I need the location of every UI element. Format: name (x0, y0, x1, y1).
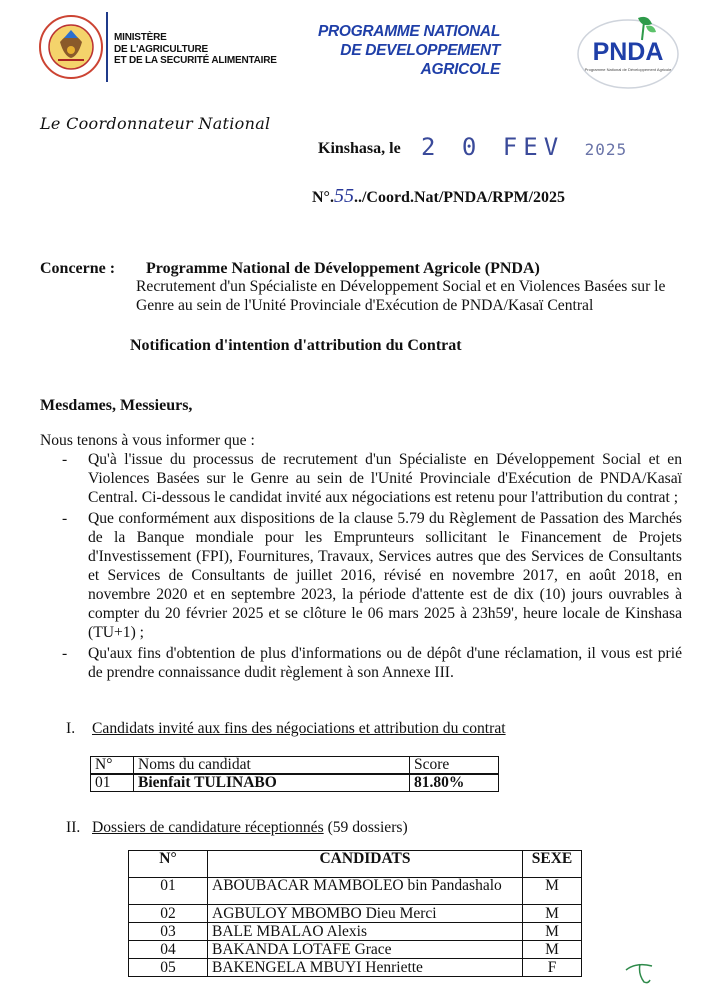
table-cell: M (523, 941, 582, 959)
program-line: PROGRAMME NATIONAL (317, 23, 500, 40)
header-divider (106, 12, 108, 82)
program-line: DE DEVELOPPEMENT (340, 42, 500, 59)
ministry-line: MINISTÈRE (114, 32, 167, 43)
table-cell: BAKENGELA MBUYI Henriette (208, 959, 523, 977)
section-numeral: I. (66, 720, 76, 737)
table-cell: 03 (129, 923, 208, 941)
table-cell: 05 (129, 959, 208, 977)
concerne-title: Programme National de Développement Agricole (PNDA) (146, 260, 540, 277)
table-header: Noms du candidat (134, 757, 410, 775)
concerne-body: Recrutement d'un Spécialiste en Développement Social et en Violences Basées sur le Genre au sein de l'Unité Provinciale d'Exécution de PNDA/Kasaï Central (136, 278, 666, 314)
table-row (129, 905, 582, 923)
date-stamp-year: 2025 (584, 140, 628, 159)
table-cell: M (523, 878, 582, 905)
notification-heading: Notification d'intention d'attribution du Contrat (130, 337, 462, 354)
section-count: (59 dossiers) (327, 819, 408, 836)
table-cell: Bienfait TULINABO (134, 774, 410, 792)
table-header: Score (410, 757, 499, 775)
ref-prefix: N°. (312, 189, 334, 206)
concerne-label: Concerne : (40, 260, 116, 277)
bullet-text: Qu'à l'issue du processus de recrutement d'un Spécialiste en Développement Social et en Violences Basées sur le Genre au sein de l'Unité Provinciale d'Exécution de PNDA/Kasaï Central. Ci-dessous le candidat invité aux négociations est retenu pour l'attribution du contrat ; (88, 451, 682, 506)
section-title: Dossiers de candidature réceptionnés (92, 819, 324, 836)
table-header: N° (129, 851, 208, 878)
table-cell: 02 (129, 905, 208, 923)
table-cell: ABOUBACAR MAMBOLEO bin Pandashalo (208, 878, 523, 905)
table-cell: 81.80% (410, 774, 499, 792)
bullet-text: Que conformément aux dispositions de la clause 5.79 du Règlement de Passation des Marchés de la Banque mondiale pour les Emprunteurs sollicitant le Financement de Projets d'Investissement (FPI), Fournitures, Travaux, Services autres que des Services de Consultants et Services de Consultants de juillet 2016, révisé en novembre 2017, en août 2018, en novembre 2020 et en septembre 2023, la période d'attente est de dix (10) jours ouvrables à compter du 20 février 2025 et se clôture le 06 mars 2025 à 23h59', heure locale de Kinshasa (TU+1) ; (88, 510, 682, 641)
bullet-text: Qu'aux fins d'obtention de plus d'informations ou de dépôt d'une réclamation, il vous est prié de prendre connaissance dudit règlement à son Annexe III. (88, 645, 682, 681)
table-header-row (129, 851, 582, 878)
table-header: SEXE (523, 851, 582, 878)
ref-suffix: ../Coord.Nat/PNDA/RPM/2025 (353, 189, 566, 206)
section-2-heading (66, 819, 408, 837)
section-title: Candidats invité aux fins des négociations et attribution du contrat (92, 720, 506, 737)
table-cell: AGBULOY MBOMBO Dieu Merci (208, 905, 523, 923)
handwritten-initial-mark (622, 958, 662, 986)
program-name (300, 22, 500, 79)
table-row (91, 774, 499, 792)
reference-number (312, 185, 565, 208)
logo-subtext: Programme National de Développement Agricole (584, 67, 672, 72)
pnda-logo (572, 10, 684, 90)
ministry-line: DE L'AGRICULTURE (114, 43, 208, 55)
bullet-dash: - (62, 645, 68, 662)
table-row (129, 941, 582, 959)
bullet-item (62, 644, 682, 682)
program-line: AGRICOLE (420, 61, 500, 78)
table-row (129, 923, 582, 941)
bullet-item (62, 509, 682, 642)
table-cell: F (523, 959, 582, 977)
table-header: N° (91, 757, 134, 775)
applications-table (128, 850, 582, 977)
date-stamp (421, 133, 627, 161)
table-header-row (91, 757, 499, 775)
coat-of-arms-seal (38, 14, 104, 80)
table-cell: 04 (129, 941, 208, 959)
section-numeral: II. (66, 819, 81, 836)
selected-candidate-table (90, 756, 499, 792)
table-cell: BALE MBALAO Alexis (208, 923, 523, 941)
intro-text: Nous tenons à vous informer que : (40, 432, 255, 449)
ministry-line: ET DE LA SECURITÉ ALIMENTAIRE (114, 55, 277, 66)
ministry-name (114, 32, 277, 67)
section-1-heading (66, 720, 506, 738)
bullet-dash: - (62, 451, 68, 468)
table-header: CANDIDATS (208, 851, 523, 878)
bullet-item (62, 450, 682, 507)
salutation: Mesdames, Messieurs, (40, 397, 193, 414)
table-cell: 01 (129, 878, 208, 905)
table-cell: M (523, 905, 582, 923)
table-row (129, 959, 582, 977)
coordinator-title: Le Coordonnateur National (40, 114, 271, 133)
table-cell: 01 (91, 774, 134, 792)
table-cell: BAKANDA LOTAFE Grace (208, 941, 523, 959)
bullet-dash: - (62, 510, 68, 527)
logo-wordmark: PNDA (592, 38, 664, 66)
bullet-list (62, 450, 682, 684)
ref-handwritten-number: 55 (333, 185, 354, 207)
table-cell: M (523, 923, 582, 941)
place-label: Kinshasa, le (318, 140, 401, 157)
date-stamp-day-month: 2 0 FEV (421, 133, 565, 161)
table-row (129, 878, 582, 905)
